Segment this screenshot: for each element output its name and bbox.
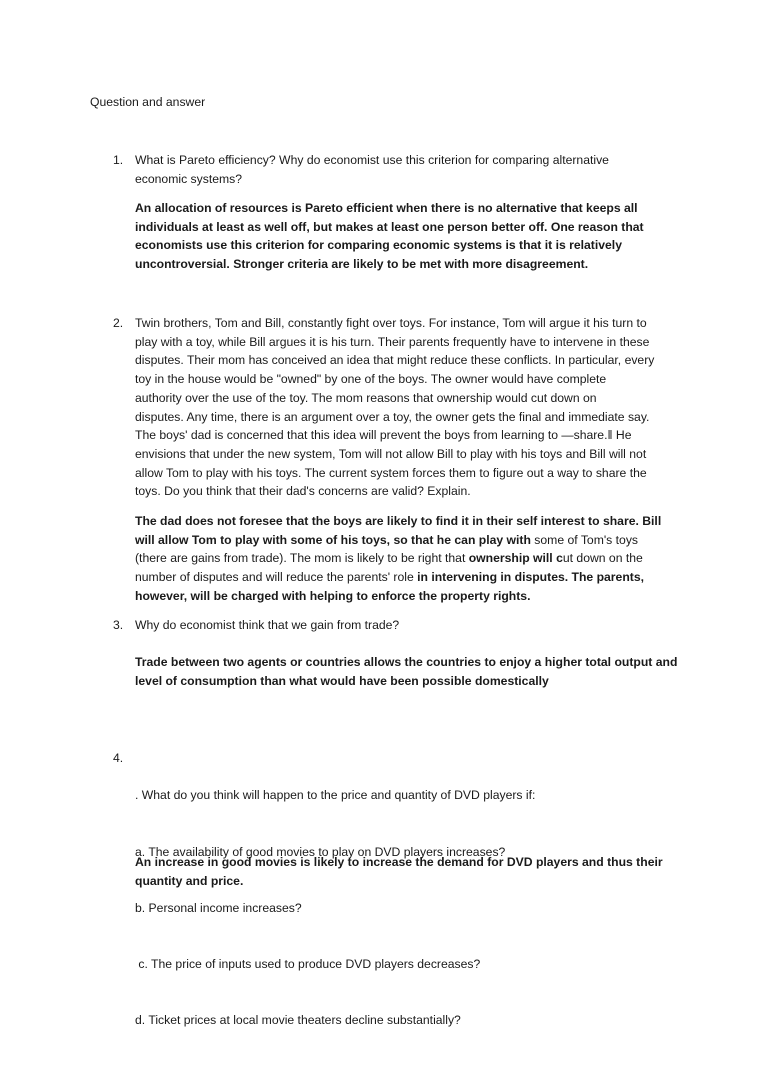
question-2-line: The boys' dad is concerned that this idea will prevent the boys from learning to —share.‖ He [135,428,632,443]
question-3-text [135,616,680,635]
question-3-line: Why do economist think that we gain from trade? [135,618,400,632]
answer-2-line: The dad does not foresee that the boys are likely to find it in their self interest to share. Bill [135,514,662,528]
question-4-line: b. Personal income increases? [135,900,302,915]
question-2-text [135,314,680,501]
answer-1-line: individuals at least as well off, but makes at least one person better off. One reason that [135,219,644,234]
question-2-number: 2. [113,316,124,330]
answer-2-normal-run: ut down on the [562,551,643,566]
answer-3-line: Trade between two agents or countries allows the countries to enjoy a higher total output and [135,655,678,669]
answer-2-normal-run: number of disputes and will reduce the parents' role [135,570,418,585]
answer-2-line [135,531,680,550]
question-2-line: Twin brothers, Tom and Bill, constantly fight over toys. For instance, Tom will argue it his turn to [135,316,647,330]
answer-1-text [135,199,680,274]
answer-2-normal-run: (there are gains from trade). The mom is likely to be right that [135,551,469,566]
question-2-line: envisions that under the new system, Tom will not allow Bill to play with his toys and Bill will not [135,446,647,461]
answer-4-line: An increase in good movies is likely to increase the demand for DVD players and thus their [135,855,663,869]
answer-4-text [135,853,680,890]
answer-3-text [135,653,680,690]
answer-2-bold-run: in intervening in disputes. The parents, [417,570,644,585]
answer-1-line: uncontroversial. Stronger criteria are likely to be met with more disagreement. [135,257,589,272]
question-3-number: 3. [113,618,124,632]
answer-2-text [135,512,680,606]
answer-2-line [135,568,680,587]
question-1-line: What is Pareto efficiency? Why do economist use this criterion for comparing alternative [135,153,609,167]
answer-4-line: quantity and price. [135,873,244,888]
question-2-line: disputes. Their mom has conceived an idea that might reduce these conflicts. In particular, every [135,353,655,368]
question-2-line: toys. Do you think that their dad's concerns are valid? Explain. [135,484,471,499]
question-1-text [135,151,680,188]
answer-1-line: economists use this criterion for comparing economic systems is that it is relatively [135,238,622,253]
document-heading: Question and answer [90,95,206,109]
answer-2-line [135,549,680,568]
question-4-line: a. The availability of good movies to play on DVD players increases? [135,844,506,859]
question-2-line: disputes. Any time, there is an argument over a toy, the owner gets the final and immediate say. [135,409,650,424]
answer-2-bold-run: will allow Tom to play with some of his toys, so that he can play with [135,532,531,547]
question-2-line: toy in the house would be "owned" by one of the boys. The owner would have complete [135,372,607,387]
question-4-number: 4. [113,751,124,765]
question-1-number: 1. [113,153,124,167]
question-1-line: economic systems? [135,171,243,186]
answer-3-line: level of consumption than what would have been possible domestically [135,673,549,688]
question-4-line: c. The price of inputs used to produce DVD players decreases? [135,956,481,971]
answer-2-bold-run: ownership will c [468,551,563,566]
question-4-line: d. Ticket prices at local movie theaters decline substantially? [135,1012,461,1027]
question-4-line: . What do you think will happen to the price and quantity of DVD players if: [135,788,536,803]
answer-2-normal-run: some of Tom's toys [530,532,639,547]
question-2-line: authority over the use of the toy. The mom reasons that ownership would cut down on [135,390,597,405]
question-2-line: play with a toy, while Bill argues it is his turn. Their parents frequently have to intervene in these [135,334,650,349]
answer-2-line: however, will be charged with helping to enforce the property rights. [135,588,531,603]
question-2-line: allow Tom to play with his toys. The current system forces them to figure out a way to share the [135,465,647,480]
question-4-text [135,749,680,1067]
answer-1-line: An allocation of resources is Pareto efficient when there is no alternative that keeps all [135,201,638,215]
